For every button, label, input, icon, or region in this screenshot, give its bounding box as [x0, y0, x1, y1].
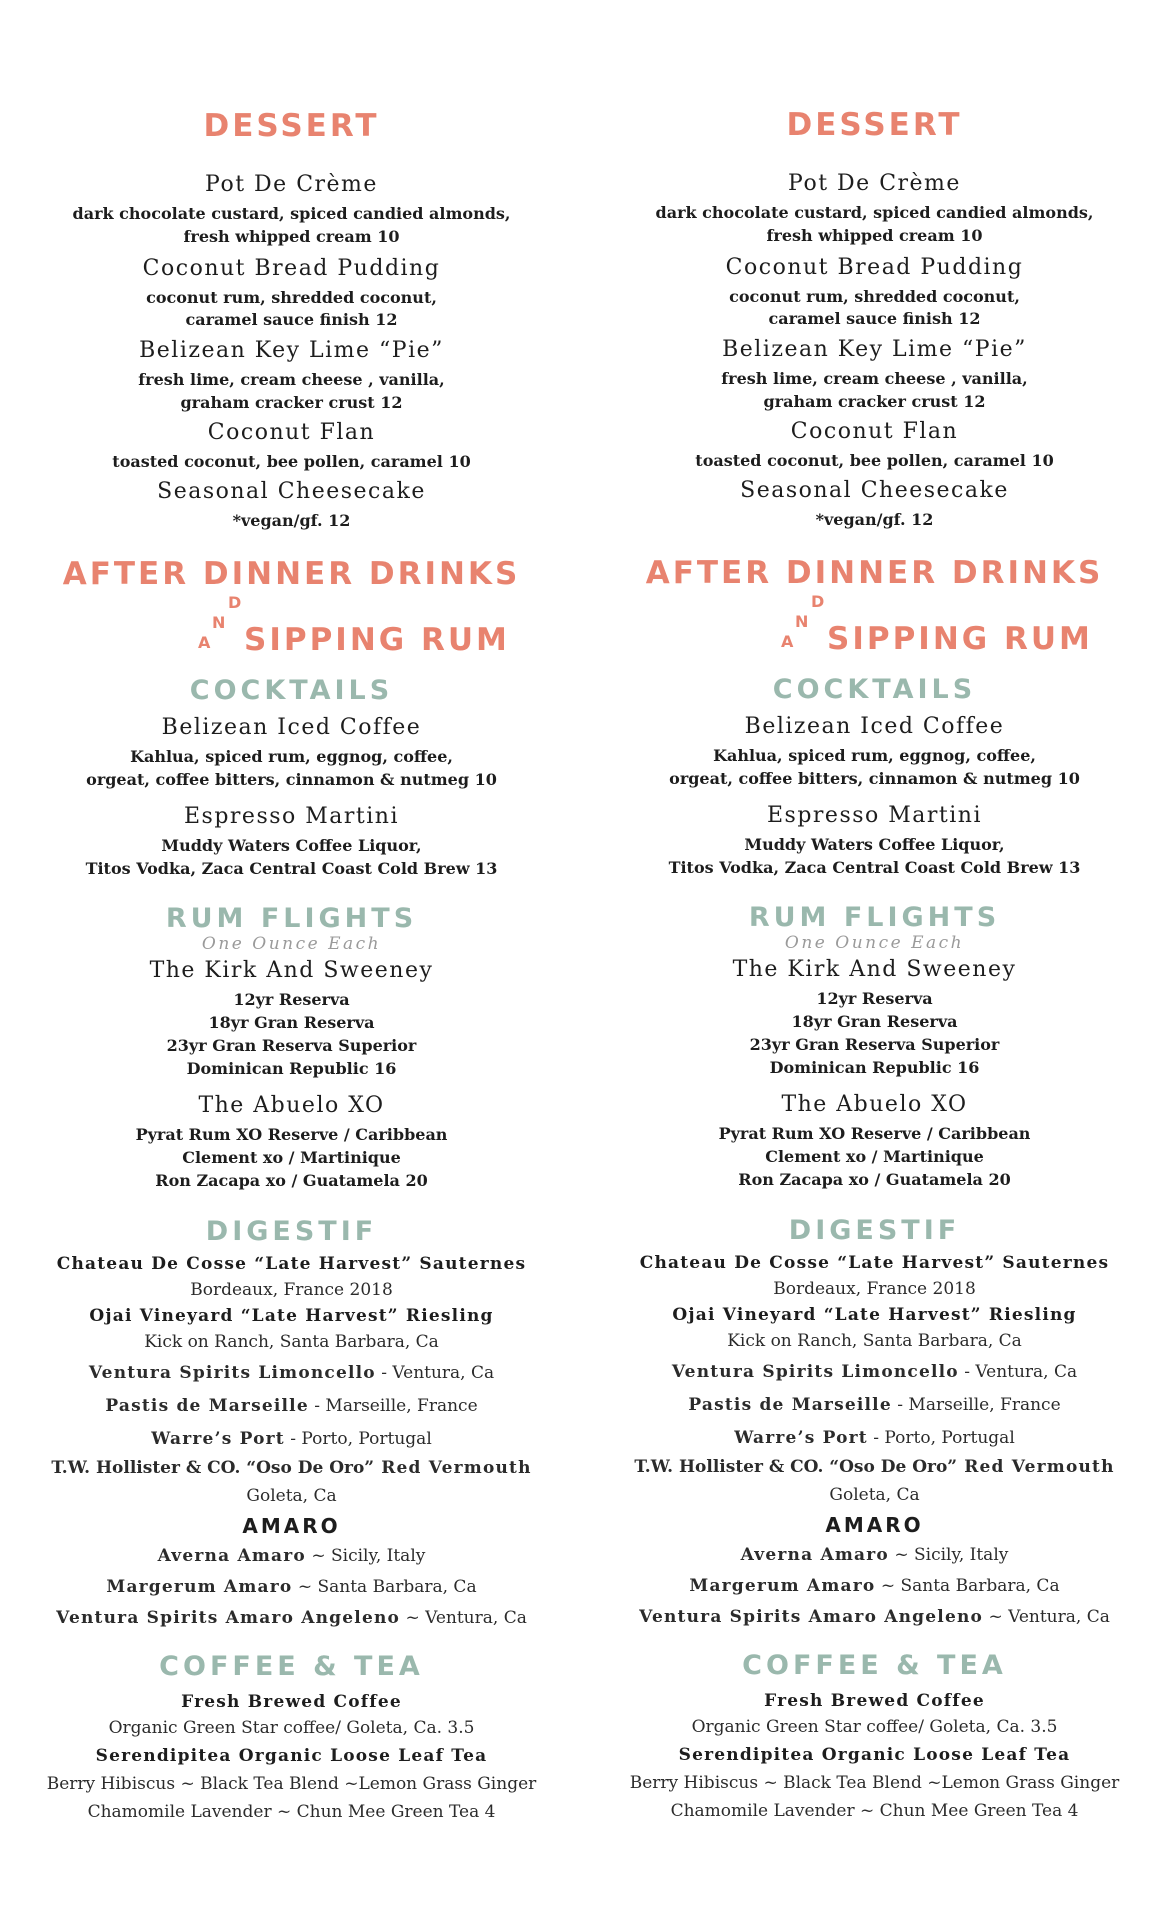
- digestif-entry: [0, 1429, 583, 1449]
- cocktail-desc: Titos Vodka, Zaca Central Coast Cold Brew 13: [85, 859, 498, 878]
- dessert-heading: DESSERT: [203, 108, 380, 144]
- rum-flights-subtitle: One Ounce Each: [201, 934, 382, 954]
- after-dinner-drinks-heading: AFTER DINNER DRINKS: [62, 556, 521, 592]
- digestif-entry: [583, 1395, 1166, 1415]
- coffee-tea-heading: COFFEE & TEA: [742, 1650, 1007, 1681]
- amaro-name: Ventura Spirits Amaro Angeleno: [639, 1607, 984, 1627]
- cocktail-desc: orgeat, coffee bitters, cinnamon & nutmeg 10: [669, 769, 1080, 788]
- amaro-name: Ventura Spirits Amaro Angeleno: [56, 1608, 401, 1628]
- dessert-item-desc: coconut rum, shredded coconut,: [729, 287, 1020, 306]
- rum-flight-line: Dominican Republic 16: [186, 1059, 397, 1078]
- dessert-item-desc: fresh whipped cream 10: [183, 227, 400, 246]
- digestif-entry: [0, 1458, 583, 1478]
- digestif-name: Chateau De Cosse “Late Harvest” Sauternes: [56, 1254, 527, 1274]
- digestif-origin: Goleta, Ca: [829, 1485, 920, 1505]
- amaro-heading: AMARO: [242, 1514, 341, 1538]
- dessert-item-name: Belizean Key Lime “Pie”: [139, 338, 444, 363]
- dessert-item-desc: toasted coconut, bee pollen, caramel 10: [112, 452, 471, 471]
- dessert-item-name: Pot De Crème: [788, 171, 961, 196]
- rum-flight-name: The Kirk And Sweeney: [732, 957, 1017, 982]
- dessert-item-desc: fresh lime, cream cheese , vanilla,: [721, 369, 1028, 388]
- digestif-name: Ventura Spirits Limoncello: [671, 1362, 959, 1382]
- after-dinner-drinks-heading: AFTER DINNER DRINKS: [645, 555, 1104, 591]
- and-letter: A: [198, 633, 211, 652]
- dessert-item-desc: graham cracker crust 12: [180, 393, 403, 412]
- digestif-origin: - Porto, Portugal: [284, 1429, 432, 1449]
- amaro-name: Margerum Amaro: [689, 1576, 876, 1596]
- coffee-desc: Organic Green Star coffee/ Goleta, Ca. 3.5: [108, 1718, 475, 1738]
- digestif-name: Red Vermouth: [957, 1457, 1115, 1477]
- dessert-item-desc: dark chocolate custard, spiced candied almonds,: [655, 203, 1094, 222]
- rum-flight-line: 12yr Reserva: [816, 989, 933, 1008]
- digestif-origin: Goleta, Ca: [246, 1486, 337, 1506]
- rum-flight-line: Pyrat Rum XO Reserve / Caribbean: [718, 1124, 1031, 1143]
- amaro-name: Averna Amaro: [740, 1545, 889, 1565]
- amaro-entry: [583, 1576, 1166, 1596]
- digestif-name: Chateau De Cosse “Late Harvest” Sauternes: [639, 1253, 1110, 1273]
- tea-desc: Berry Hibiscus ~ Black Tea Blend ~Lemon Grass Ginger: [46, 1774, 537, 1794]
- rum-flights-subtitle: One Ounce Each: [784, 933, 965, 953]
- cocktail-name: Espresso Martini: [766, 803, 983, 828]
- amaro-name: Averna Amaro: [157, 1546, 306, 1566]
- rum-flight-line: Pyrat Rum XO Reserve / Caribbean: [135, 1125, 448, 1144]
- dessert-item-desc: coconut rum, shredded coconut,: [146, 288, 437, 307]
- digestif-producer: T.W. Hollister & CO. “Oso De Oro”: [634, 1457, 958, 1477]
- dessert-item-desc: toasted coconut, bee pollen, caramel 10: [695, 451, 1054, 470]
- amaro-heading: AMARO: [825, 1513, 924, 1537]
- rum-flight-line: Dominican Republic 16: [769, 1058, 980, 1077]
- cocktails-heading: COCKTAILS: [772, 674, 977, 705]
- and-letter: D: [811, 592, 825, 611]
- amaro-origin: ~ Santa Barbara, Ca: [292, 1577, 477, 1597]
- cocktail-desc: Muddy Waters Coffee Liquor,: [161, 836, 422, 855]
- rum-flight-line: 23yr Gran Reserva Superior: [749, 1035, 1000, 1054]
- dessert-item-desc: caramel sauce finish 12: [185, 310, 398, 329]
- amaro-entry: [0, 1546, 583, 1566]
- digestif-origin: Kick on Ranch, Santa Barbara, Ca: [144, 1332, 439, 1352]
- digestif-entry: [583, 1428, 1166, 1448]
- digestif-name: Warre’s Port: [151, 1429, 285, 1449]
- digestif-entry: [0, 1363, 583, 1383]
- and-letter: N: [212, 613, 226, 632]
- digestif-heading: DIGESTIF: [205, 1216, 378, 1247]
- tea-name: Serendipitea Organic Loose Leaf Tea: [678, 1745, 1071, 1765]
- dessert-item-name: Seasonal Cheesecake: [157, 479, 426, 504]
- coffee-desc: Organic Green Star coffee/ Goleta, Ca. 3.5: [691, 1717, 1058, 1737]
- digestif-origin: - Ventura, Ca: [958, 1362, 1078, 1382]
- cocktail-desc: Titos Vodka, Zaca Central Coast Cold Brew 13: [668, 858, 1081, 877]
- rum-flights-heading: RUM FLIGHTS: [748, 902, 1001, 933]
- cocktail-name: Belizean Iced Coffee: [744, 714, 1005, 739]
- digestif-origin: Bordeaux, France 2018: [190, 1280, 393, 1300]
- tea-desc: Chamomile Lavender ~ Chun Mee Green Tea 4: [87, 1802, 496, 1822]
- rum-flight-name: The Abuelo XO: [198, 1093, 385, 1118]
- cocktail-desc: Kahlua, spiced rum, eggnog, coffee,: [130, 747, 453, 766]
- sipping-rum-heading: SIPPING RUM: [244, 622, 510, 658]
- digestif-name: Pastis de Marseille: [105, 1396, 309, 1416]
- digestif-entry: [0, 1396, 583, 1416]
- coffee-name: Fresh Brewed Coffee: [764, 1691, 985, 1711]
- dessert-item-desc: *vegan/gf. 12: [815, 510, 934, 529]
- rum-flight-line: Ron Zacapa xo / Guatamela 20: [738, 1170, 1011, 1189]
- tea-desc: Chamomile Lavender ~ Chun Mee Green Tea 4: [670, 1801, 1079, 1821]
- amaro-origin: ~ Sicily, Italy: [305, 1546, 426, 1566]
- digestif-name: Red Vermouth: [374, 1458, 532, 1478]
- tea-name: Serendipitea Organic Loose Leaf Tea: [95, 1746, 488, 1766]
- and-letter: N: [795, 612, 809, 631]
- amaro-entry: [583, 1607, 1166, 1627]
- amaro-origin: ~ Sicily, Italy: [888, 1545, 1009, 1565]
- dessert-item-desc: caramel sauce finish 12: [768, 309, 981, 328]
- dessert-item-desc: fresh whipped cream 10: [766, 226, 983, 245]
- digestif-entry: [583, 1457, 1166, 1477]
- cocktail-desc: Muddy Waters Coffee Liquor,: [744, 835, 1005, 854]
- rum-flight-line: 18yr Gran Reserva: [208, 1013, 375, 1032]
- cocktails-heading: COCKTAILS: [189, 675, 394, 706]
- dessert-item-name: Pot De Crème: [205, 172, 378, 197]
- digestif-origin: - Porto, Portugal: [867, 1428, 1015, 1448]
- and-letter: A: [781, 632, 794, 651]
- dessert-item-desc: graham cracker crust 12: [763, 392, 986, 411]
- dessert-item-name: Coconut Flan: [207, 420, 376, 445]
- digestif-name: Ojai Vineyard “Late Harvest” Riesling: [89, 1306, 494, 1326]
- amaro-entry: [583, 1545, 1166, 1565]
- amaro-origin: ~ Ventura, Ca: [400, 1608, 527, 1628]
- rum-flight-name: The Kirk And Sweeney: [149, 958, 434, 983]
- coffee-name: Fresh Brewed Coffee: [181, 1692, 402, 1712]
- digestif-origin: - Marseille, France: [891, 1395, 1061, 1415]
- coffee-tea-heading: COFFEE & TEA: [159, 1651, 424, 1682]
- digestif-heading: DIGESTIF: [788, 1215, 961, 1246]
- dessert-item-name: Coconut Bread Pudding: [142, 256, 441, 281]
- rum-flight-line: 18yr Gran Reserva: [791, 1012, 958, 1031]
- amaro-entry: [0, 1608, 583, 1628]
- rum-flight-line: 12yr Reserva: [233, 990, 350, 1009]
- cocktail-name: Espresso Martini: [183, 804, 400, 829]
- dessert-heading: DESSERT: [786, 107, 963, 143]
- dessert-item-name: Seasonal Cheesecake: [740, 478, 1009, 503]
- and-letter: D: [228, 593, 242, 612]
- cocktail-desc: Kahlua, spiced rum, eggnog, coffee,: [713, 746, 1036, 765]
- amaro-origin: ~ Ventura, Ca: [983, 1607, 1110, 1627]
- amaro-entry: [0, 1577, 583, 1597]
- rum-flight-line: Clement xo / Martinique: [765, 1147, 984, 1166]
- amaro-origin: ~ Santa Barbara, Ca: [875, 1576, 1060, 1596]
- cocktail-name: Belizean Iced Coffee: [161, 715, 422, 740]
- tea-desc: Berry Hibiscus ~ Black Tea Blend ~Lemon Grass Ginger: [629, 1773, 1120, 1793]
- digestif-origin: Bordeaux, France 2018: [773, 1279, 976, 1299]
- dessert-item-name: Coconut Flan: [790, 419, 959, 444]
- digestif-name: Pastis de Marseille: [688, 1395, 892, 1415]
- digestif-producer: T.W. Hollister & CO. “Oso De Oro”: [51, 1458, 375, 1478]
- cocktail-desc: orgeat, coffee bitters, cinnamon & nutmeg 10: [86, 770, 497, 789]
- rum-flight-line: 23yr Gran Reserva Superior: [166, 1036, 417, 1055]
- digestif-origin: - Ventura, Ca: [375, 1363, 495, 1383]
- dessert-item-name: Belizean Key Lime “Pie”: [722, 337, 1027, 362]
- dessert-item-name: Coconut Bread Pudding: [725, 255, 1024, 280]
- menu-column-right: [583, 0, 1166, 1920]
- rum-flights-heading: RUM FLIGHTS: [165, 903, 418, 934]
- dessert-item-desc: dark chocolate custard, spiced candied almonds,: [72, 204, 511, 223]
- digestif-name: Warre’s Port: [734, 1428, 868, 1448]
- rum-flight-line: Ron Zacapa xo / Guatamela 20: [155, 1171, 428, 1190]
- digestif-entry: [583, 1362, 1166, 1382]
- dessert-item-desc: *vegan/gf. 12: [232, 511, 351, 530]
- dessert-item-desc: fresh lime, cream cheese , vanilla,: [138, 370, 445, 389]
- sipping-rum-heading: SIPPING RUM: [827, 621, 1093, 657]
- rum-flight-name: The Abuelo XO: [781, 1092, 968, 1117]
- rum-flight-line: Clement xo / Martinique: [182, 1148, 401, 1167]
- digestif-name: Ojai Vineyard “Late Harvest” Riesling: [672, 1305, 1077, 1325]
- digestif-name: Ventura Spirits Limoncello: [88, 1363, 376, 1383]
- amaro-name: Margerum Amaro: [106, 1577, 293, 1597]
- digestif-origin: Kick on Ranch, Santa Barbara, Ca: [727, 1331, 1022, 1351]
- digestif-origin: - Marseille, France: [308, 1396, 478, 1416]
